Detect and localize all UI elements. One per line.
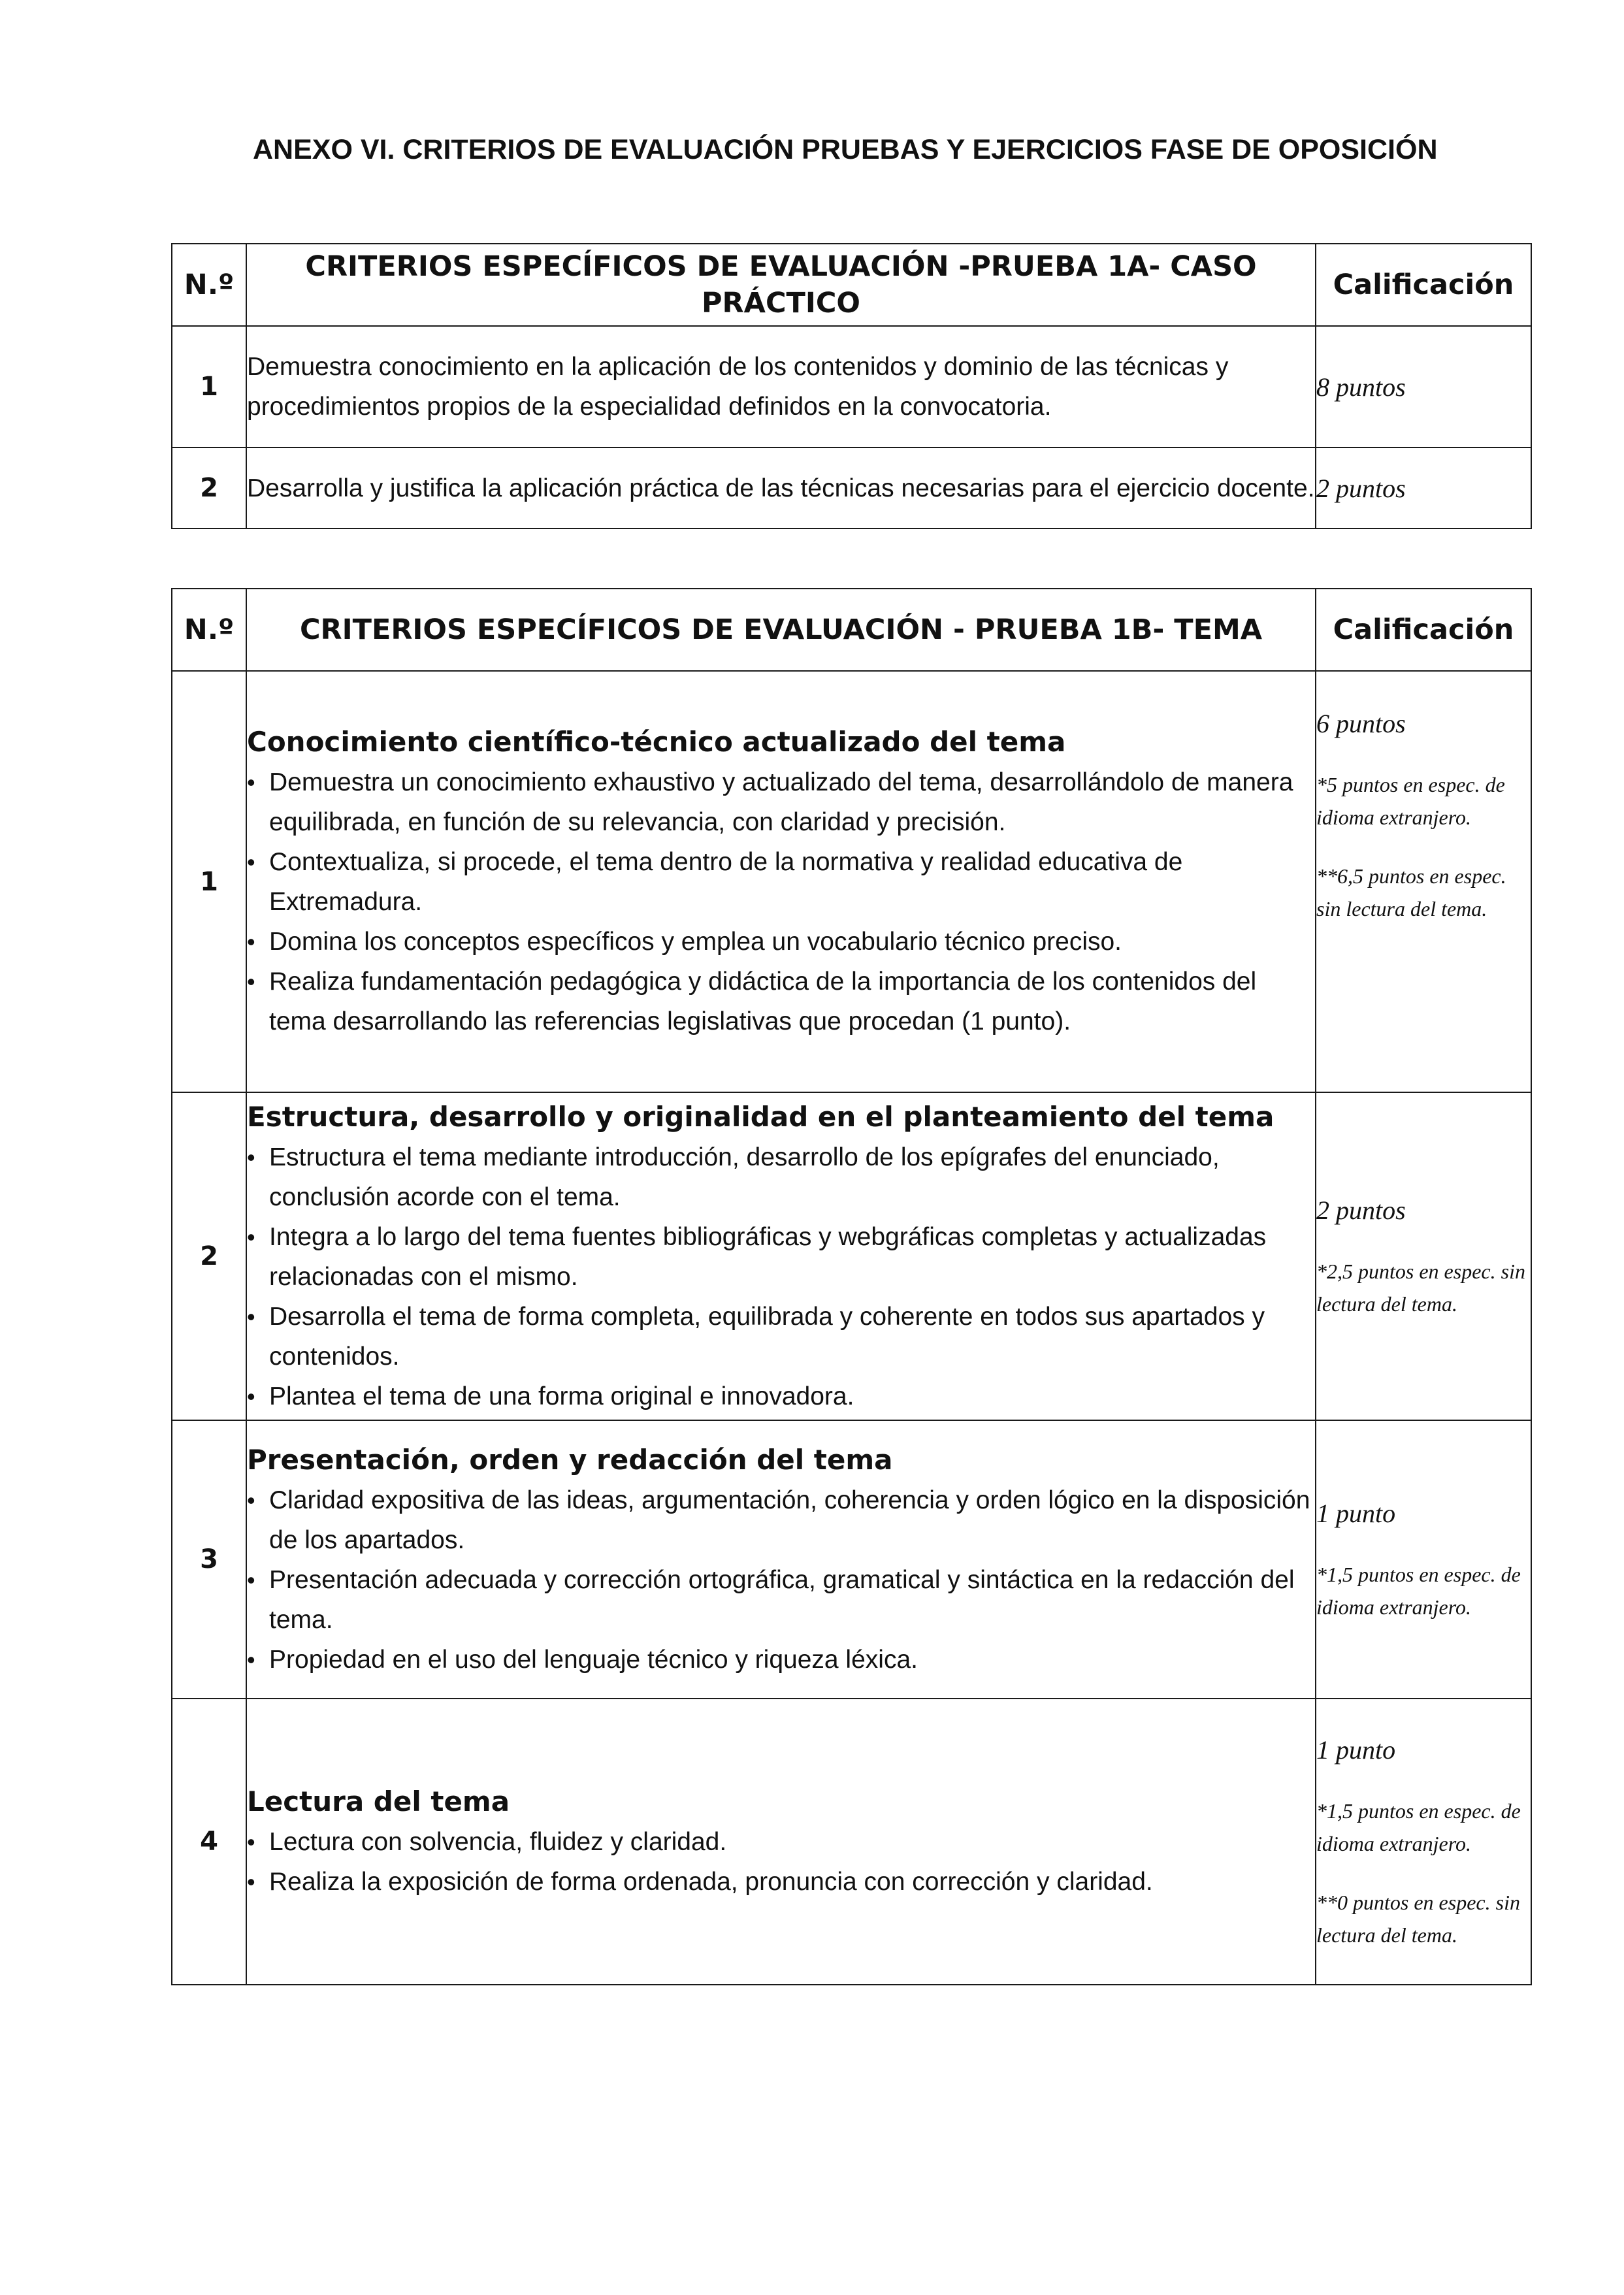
header-score: Calificación xyxy=(1316,244,1531,326)
header-number: N.º xyxy=(172,589,246,671)
list-item: • Desarrolla el tema de forma completa, equilibrada y coherente en todos sus apartados y contenidos. xyxy=(247,1297,1315,1376)
list-item: • Domina los conceptos específicos y emplea un vocabulario técnico preciso. xyxy=(247,922,1315,962)
criterion-bullets xyxy=(247,762,1315,1041)
list-item: • Lectura con solvencia, fluidez y claridad. xyxy=(247,1822,1315,1862)
table-header-row xyxy=(172,244,1531,326)
page-title: ANEXO VI. CRITERIOS DE EVALUACIÓN PRUEBAS Y EJERCICIOS FASE DE OPOSICIÓN xyxy=(253,134,1438,165)
list-item: • Integra a lo largo del tema fuentes bibliográficas y webgráficas completas y actualizadas relacionadas con el mismo. xyxy=(247,1217,1315,1297)
score-cell xyxy=(1316,1699,1531,1985)
score-cell xyxy=(1316,1092,1531,1420)
criterion-cell xyxy=(246,671,1316,1092)
list-item: • Realiza fundamentación pedagógica y didáctica de la importancia de los contenidos del tema desarrollando las referencias legislativas que procedan (1 punto). xyxy=(247,962,1315,1041)
list-item: • Demuestra un conocimiento exhaustivo y actualizado del tema, desarrollándolo de manera equilibrada, en función de su relevancia, con claridad y precisión. xyxy=(247,762,1315,842)
score-cell xyxy=(1316,671,1531,1092)
list-item: • Claridad expositiva de las ideas, argumentación, coherencia y orden lógico en la disposición de los apartados. xyxy=(247,1480,1315,1560)
criterion-text: Desarrolla y justifica la aplicación práctica de las técnicas necesarias para el ejercicio docente. xyxy=(246,448,1316,529)
score-value: 8 puntos xyxy=(1316,326,1531,448)
criterion-bullets xyxy=(247,1480,1315,1680)
criterion-cell xyxy=(246,1420,1316,1699)
score-value: 2 puntos xyxy=(1316,1196,1406,1225)
criterion-bullets xyxy=(247,1822,1315,1902)
list-item: • Realiza la exposición de forma ordenada, pronuncia con corrección y claridad. xyxy=(247,1862,1315,1902)
score-value: 1 punto xyxy=(1316,1499,1396,1528)
list-item: • Contextualiza, si procede, el tema dentro de la normativa y realidad educativa de Extremadura. xyxy=(247,842,1315,922)
row-number: 2 xyxy=(172,1092,246,1420)
header-criteria: CRITERIOS ESPECÍFICOS DE EVALUACIÓN -PRUEBA 1A- CASO PRÁCTICO xyxy=(246,244,1316,326)
table-header-row xyxy=(172,589,1531,671)
score-cell xyxy=(1316,1420,1531,1699)
list-item: • Presentación adecuada y corrección ortográfica, gramatical y sintáctica en la redacción del tema. xyxy=(247,1560,1315,1640)
table-row xyxy=(172,671,1531,1092)
row-number: 1 xyxy=(172,326,246,448)
list-item: • Plantea el tema de una forma original e innovadora. xyxy=(247,1376,1315,1416)
criterion-cell xyxy=(246,1092,1316,1420)
score-value: 6 puntos xyxy=(1316,709,1406,738)
score-note: **6,5 puntos en espec. sin lectura del tema. xyxy=(1316,864,1506,920)
criterion-heading: Estructura, desarrollo y originalidad en el planteamiento del tema xyxy=(247,1100,1275,1133)
score-note: *1,5 puntos en espec. de idioma extranjero. xyxy=(1316,1799,1521,1855)
criteria-table-1b xyxy=(171,588,1532,1985)
score-note: *5 puntos en espec. de idioma extranjero. xyxy=(1316,773,1505,829)
list-item: • Estructura el tema mediante introducción, desarrollo de los epígrafes del enunciado, conclusión acorde con el tema. xyxy=(247,1137,1315,1217)
header-score: Calificación xyxy=(1316,589,1531,671)
table-row xyxy=(172,1092,1531,1420)
table-row xyxy=(172,326,1531,448)
criterion-cell xyxy=(246,1699,1316,1985)
score-note: *1,5 puntos en espec. de idioma extranjero. xyxy=(1316,1563,1521,1619)
criterion-heading: Presentación, orden y redacción del tema xyxy=(247,1443,893,1476)
criterion-heading: Conocimiento científico-técnico actualizado del tema xyxy=(247,726,1066,758)
row-number: 1 xyxy=(172,671,246,1092)
criterion-heading: Lectura del tema xyxy=(247,1785,510,1817)
table-row xyxy=(172,448,1531,529)
score-value: 1 punto xyxy=(1316,1735,1396,1765)
score-note: **0 puntos en espec. sin lectura del tema. xyxy=(1316,1891,1520,1947)
row-number: 2 xyxy=(172,448,246,529)
list-item: • Propiedad en el uso del lenguaje técnico y riqueza léxica. xyxy=(247,1640,1315,1680)
header-number: N.º xyxy=(172,244,246,326)
criteria-table-1a xyxy=(171,243,1532,529)
row-number: 3 xyxy=(172,1420,246,1699)
criterion-bullets xyxy=(247,1137,1315,1416)
table-row xyxy=(172,1699,1531,1985)
table-row xyxy=(172,1420,1531,1699)
header-criteria: CRITERIOS ESPECÍFICOS DE EVALUACIÓN - PRUEBA 1B- TEMA xyxy=(246,589,1316,671)
score-note: *2,5 puntos en espec. sin lectura del tema. xyxy=(1316,1260,1525,1316)
row-number: 4 xyxy=(172,1699,246,1985)
criterion-text: Demuestra conocimiento en la aplicación de los contenidos y dominio de las técnicas y procedimientos propios de la especialidad definidos en la convocatoria. xyxy=(246,326,1316,448)
score-value: 2 puntos xyxy=(1316,448,1531,529)
